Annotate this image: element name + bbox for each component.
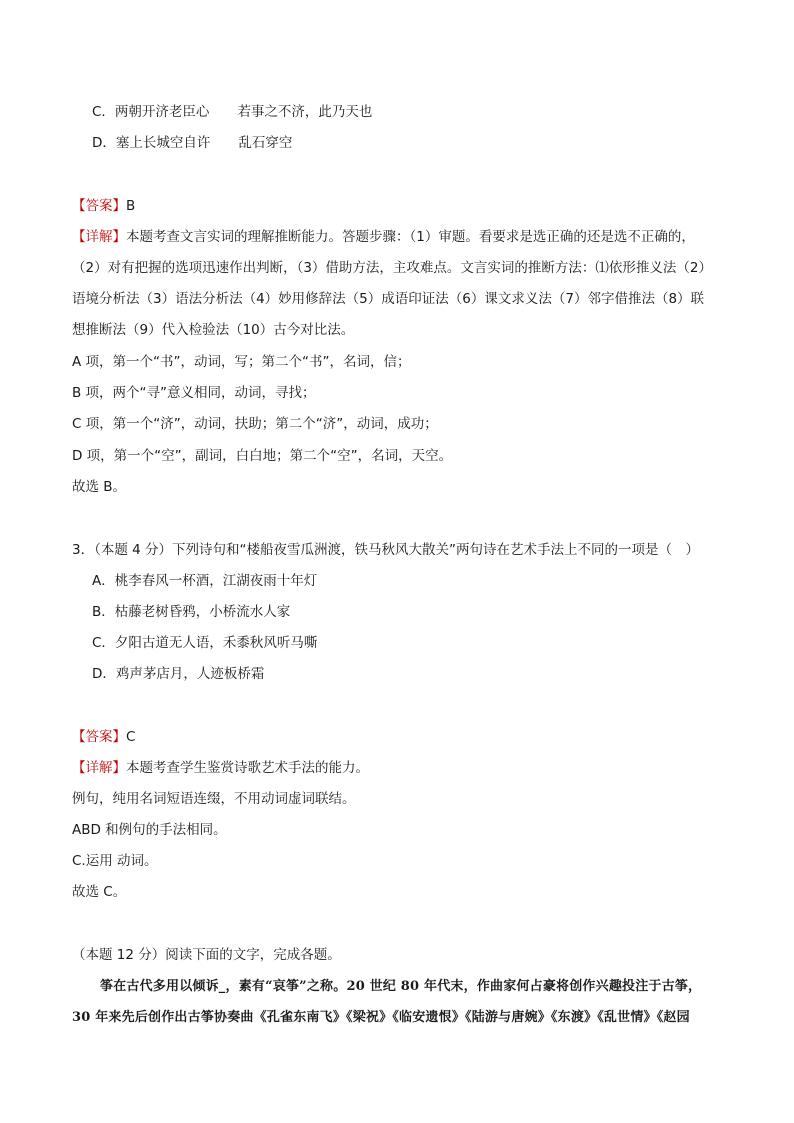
q2-detail-line: B 项，两个“寻”意义相同，动词，寻找； (72, 385, 316, 401)
passage-line: 30 年来先后创作出古筝协奏曲《孔雀东南飞》《梁祝》《临安遗恨》《陆游与唐婉》《东渡》《乱世情》《赵园 (72, 1010, 690, 1025)
detail-text: 本题考查学生鉴赏诗歌艺术手法的能力。 (126, 760, 369, 776)
q2-detail-line: 语境分析法（3）语法分析法（4）妙用修辞法（5）成语印证法（6）课文求义法（7）邻字借推法（8）联 (72, 291, 705, 307)
q3-option-d: D．鸡声茅店月，人迹板桥霜 (92, 666, 265, 682)
answer-value: B (126, 198, 136, 214)
q2-detail-line: 想推断法（9）代入检验法（10）古今对比法。 (72, 322, 355, 338)
q3-answer (72, 727, 135, 747)
option-c-pair: 若事之不济，此乃天也 (237, 104, 373, 120)
option-d (92, 133, 292, 153)
q3-detail-line: 例句，纯用名词短语连缀，不用动词虚词联结。 (72, 791, 356, 807)
detail-tag: 【详解】 (72, 229, 126, 245)
question-3-stem: 3．（本题 4 分）下列诗句和“楼船夜雪瓜洲渡，铁马秋风大散关”两句诗在艺术手法上不同的一项是（ ） (72, 542, 699, 558)
q3-option-a: A．桃李春风一杯酒，江湖夜雨十年灯 (92, 573, 318, 589)
q2-detail-line: 故选 B。 (72, 479, 127, 495)
detail-text: 本题考查文言实词的理解推断能力。答题步骤：（1）审题。看要求是选正确的还是选不正确的， (126, 229, 695, 245)
q3-detail-line: ABD 和例句的手法相同。 (72, 822, 227, 838)
q2-detail-line (72, 227, 695, 247)
option-c-label: C．两朝开济老臣心 (92, 104, 210, 120)
option-d-label: D．塞上长城空自许 (92, 135, 211, 151)
q2-detail-line: A 项，第一个“书”，动词，写；第二个“书”，名词，信； (72, 354, 411, 370)
q3-option-b: B．枯藤老树昏鸦，小桥流水人家 (92, 604, 291, 620)
question-4-stem: （本题 12 分）阅读下面的文字，完成各题。 (72, 947, 341, 963)
q3-detail-line: C.运用 动词。 (72, 853, 158, 869)
q2-detail-line: D 项，第一个“空”，副词，白白地；第二个“空”，名词，天空。 (72, 448, 453, 464)
q3-detail-line: 故选 C。 (72, 884, 127, 900)
answer-value: C (126, 729, 136, 745)
q3-option-c: C．夕阳古道无人语，禾黍秋风听马嘶 (92, 635, 318, 651)
q3-detail-line (72, 758, 369, 778)
option-d-pair: 乱石穿空 (238, 135, 293, 151)
passage-line: 筝在古代多用以倾诉_，素有“哀筝”之称。20 世纪 80 年代末，作曲家何占豪将创作兴趣投注于古筝， (100, 979, 702, 994)
option-c (92, 102, 372, 122)
q2-detail-line: （2）对有把握的选项迅速作出判断，（3）借助方法，主攻难点。文言实词的推断方法：⑴依形推义法（2） (72, 260, 713, 276)
q2-detail-line: C 项，第一个“济”，动词，扶助；第二个“济”，动词，成功； (72, 416, 438, 432)
answer-tag: 【答案】 (72, 198, 126, 214)
answer-tag: 【答案】 (72, 729, 126, 745)
q2-answer (72, 196, 135, 216)
detail-tag: 【详解】 (72, 760, 126, 776)
